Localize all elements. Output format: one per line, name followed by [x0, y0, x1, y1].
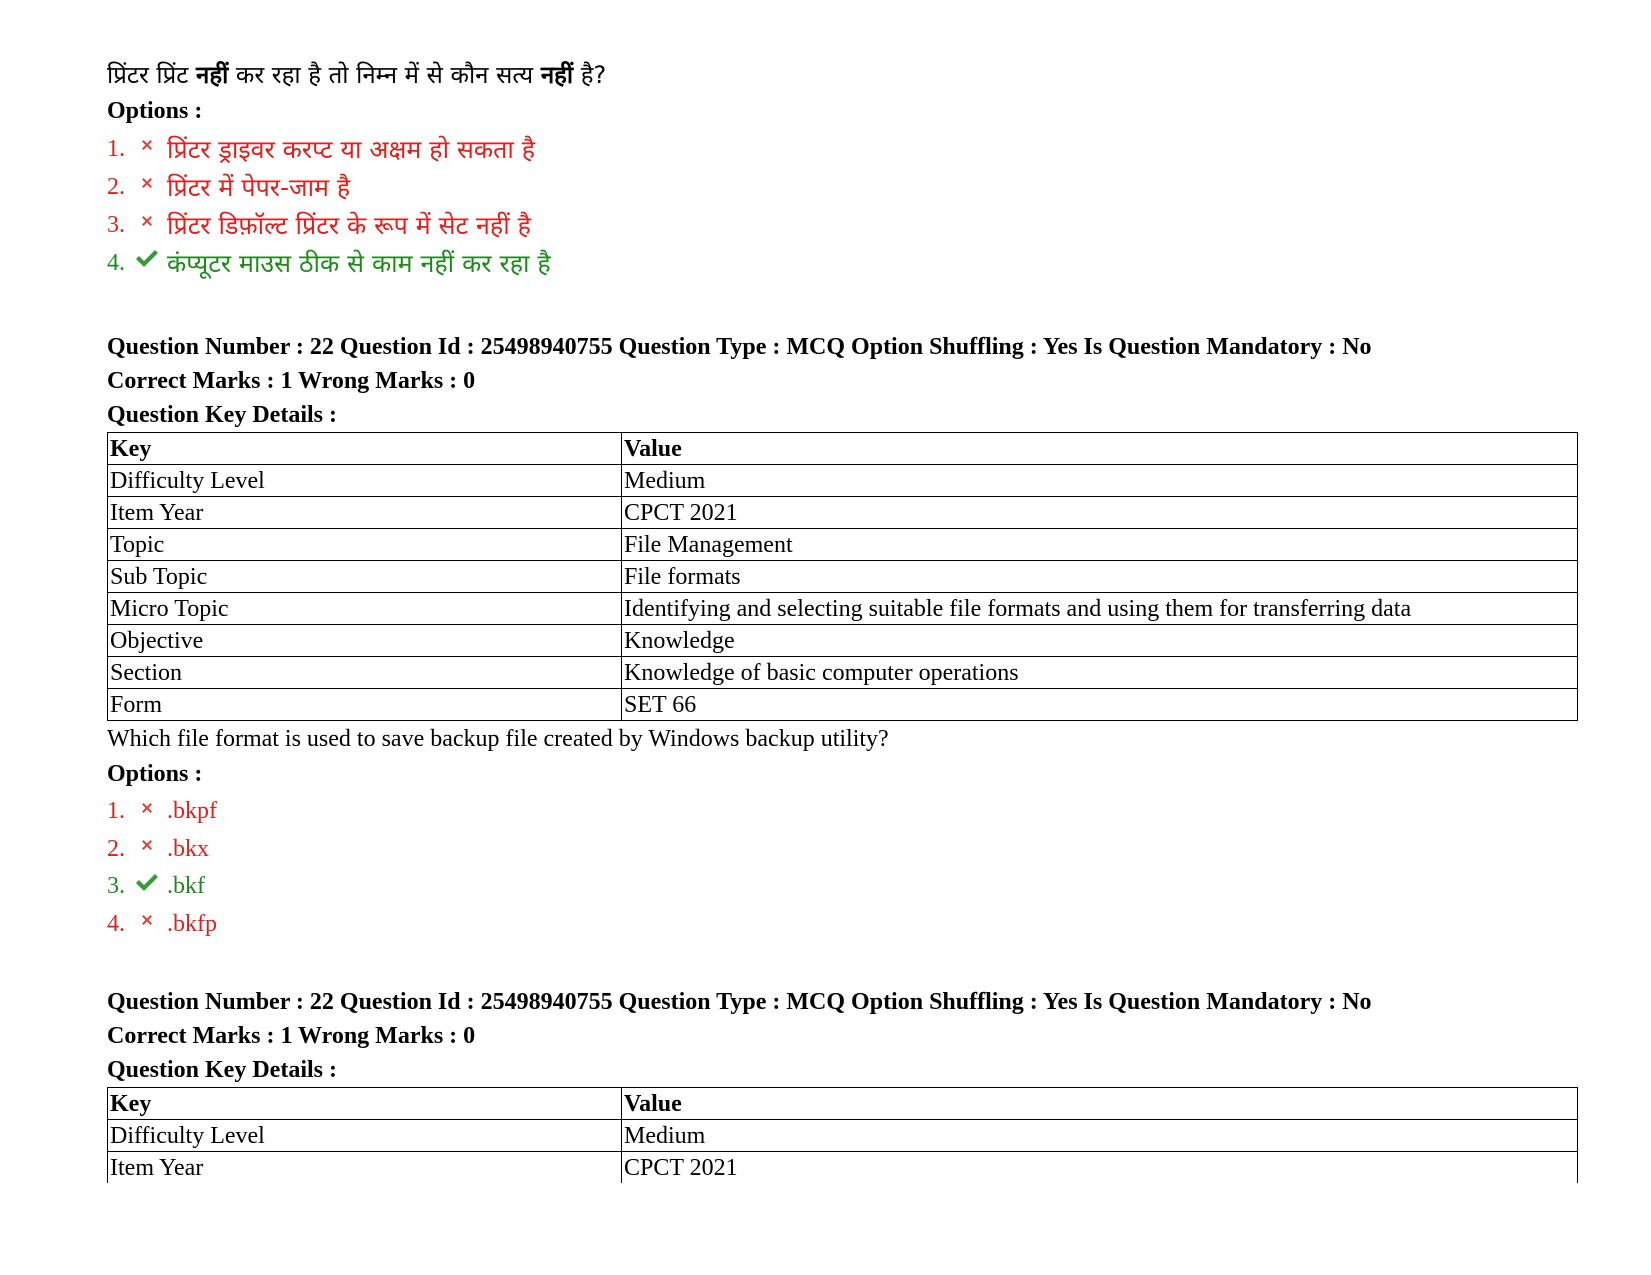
- table-cell: Identifying and selecting suitable file formats and using them for transferring data: [622, 593, 1578, 625]
- key-details-label: Question Key Details :: [107, 402, 337, 428]
- marks-meta: Correct Marks : 1 Wrong Marks : 0: [107, 368, 476, 394]
- option-number: 1.: [107, 135, 125, 162]
- table-row: [108, 497, 1578, 529]
- option-text: कंप्यूटर माउस ठीक से काम नहीं कर रहा है: [167, 249, 551, 278]
- table-header-row: [108, 1088, 1578, 1120]
- table-header-row: [108, 433, 1578, 465]
- cross-icon: [133, 912, 161, 928]
- option-item: [107, 206, 1578, 244]
- table-cell: Medium: [622, 465, 1578, 497]
- option-item: [107, 906, 1578, 944]
- option-item: [107, 793, 1578, 831]
- table-row: [108, 689, 1578, 721]
- table-cell: CPCT 2021: [622, 497, 1578, 529]
- option-item: [107, 168, 1578, 206]
- option-number: 2.: [107, 173, 125, 200]
- option-item: [107, 130, 1578, 168]
- option-number: 4.: [107, 910, 125, 937]
- question-text: [107, 56, 1578, 94]
- cross-icon: [133, 137, 161, 153]
- option-text: प्रिंटर में पेपर-जाम है: [167, 173, 351, 202]
- table-cell: Knowledge of basic computer operations: [622, 657, 1578, 689]
- table-row: [108, 1120, 1578, 1152]
- option-item: [107, 831, 1578, 869]
- table-row: [108, 593, 1578, 625]
- table-cell: Form: [108, 689, 622, 721]
- table-row: [108, 465, 1578, 497]
- cross-icon: [133, 175, 161, 191]
- table-row: [108, 625, 1578, 657]
- option-item: [107, 244, 1578, 282]
- table-header-cell: Value: [622, 1088, 1578, 1120]
- table-clip: [107, 1087, 1578, 1183]
- table-cell: SET 66: [622, 689, 1578, 721]
- options-label: Options :: [107, 98, 203, 124]
- table-cell: Medium: [622, 1120, 1578, 1152]
- question-fragment: प्रिंटर प्रिंट: [107, 61, 197, 89]
- question-fragment: है?: [573, 61, 607, 89]
- table-row: [108, 1152, 1578, 1184]
- table-cell: Sub Topic: [108, 561, 622, 593]
- document-page: [107, 56, 1578, 1183]
- table-cell: Difficulty Level: [108, 1120, 622, 1152]
- option-text: प्रिंटर डिफ़ॉल्ट प्रिंटर के रूप में सेट नहीं है: [167, 211, 531, 240]
- table-cell: CPCT 2021: [622, 1152, 1578, 1184]
- table-cell: File formats: [622, 561, 1578, 593]
- cross-icon: [133, 837, 161, 853]
- options-label: Options :: [107, 761, 203, 787]
- question-emphasis: नहीं: [540, 61, 574, 89]
- key-details-label: Question Key Details :: [107, 1057, 337, 1083]
- question-emphasis: नहीं: [196, 61, 229, 89]
- table-header-cell: Value: [622, 433, 1578, 465]
- check-icon: [133, 249, 161, 269]
- table-header-cell: Key: [108, 1088, 622, 1120]
- key-details-table: [107, 432, 1578, 721]
- table-row: [108, 561, 1578, 593]
- option-text: .bkx: [167, 835, 209, 862]
- table-cell: File Management: [622, 529, 1578, 561]
- option-number: 3.: [107, 211, 125, 238]
- cross-icon: [133, 800, 161, 816]
- cross-icon: [133, 213, 161, 229]
- table-cell: Topic: [108, 529, 622, 561]
- table-cell: Item Year: [108, 1152, 622, 1184]
- table-row: [108, 529, 1578, 561]
- option-text: .bkfp: [167, 910, 217, 937]
- check-icon: [133, 873, 161, 893]
- question-fragment: कर रहा है तो निम्न में से कौन सत्य: [228, 61, 541, 89]
- marks-meta: Correct Marks : 1 Wrong Marks : 0: [107, 1023, 476, 1049]
- option-text: .bkpf: [167, 798, 217, 825]
- table-cell: Micro Topic: [108, 593, 622, 625]
- table-cell: Objective: [108, 625, 622, 657]
- table-cell: Knowledge: [622, 625, 1578, 657]
- option-number: 1.: [107, 798, 125, 825]
- question-text: Which file format is used to save backup file created by Windows backup utility?: [107, 726, 889, 752]
- option-number: 2.: [107, 835, 125, 862]
- option-text: प्रिंटर ड्राइवर करप्ट या अक्षम हो सकता है: [167, 135, 536, 164]
- table-cell: Difficulty Level: [108, 465, 622, 497]
- option-text: .bkf: [167, 873, 205, 900]
- table-cell: Section: [108, 657, 622, 689]
- table-header-cell: Key: [108, 433, 622, 465]
- table-cell: Item Year: [108, 497, 622, 529]
- option-item: [107, 868, 1578, 906]
- question-meta: Question Number : 22 Question Id : 25498940755 Question Type : MCQ Option Shuffling : Yes Is Question Mandatory : No: [107, 989, 1372, 1015]
- table-row: [108, 657, 1578, 689]
- key-details-table: [107, 1087, 1578, 1183]
- option-number: 4.: [107, 249, 125, 276]
- option-number: 3.: [107, 873, 125, 900]
- question-meta: Question Number : 22 Question Id : 25498940755 Question Type : MCQ Option Shuffling : Yes Is Question Mandatory : No: [107, 334, 1372, 360]
